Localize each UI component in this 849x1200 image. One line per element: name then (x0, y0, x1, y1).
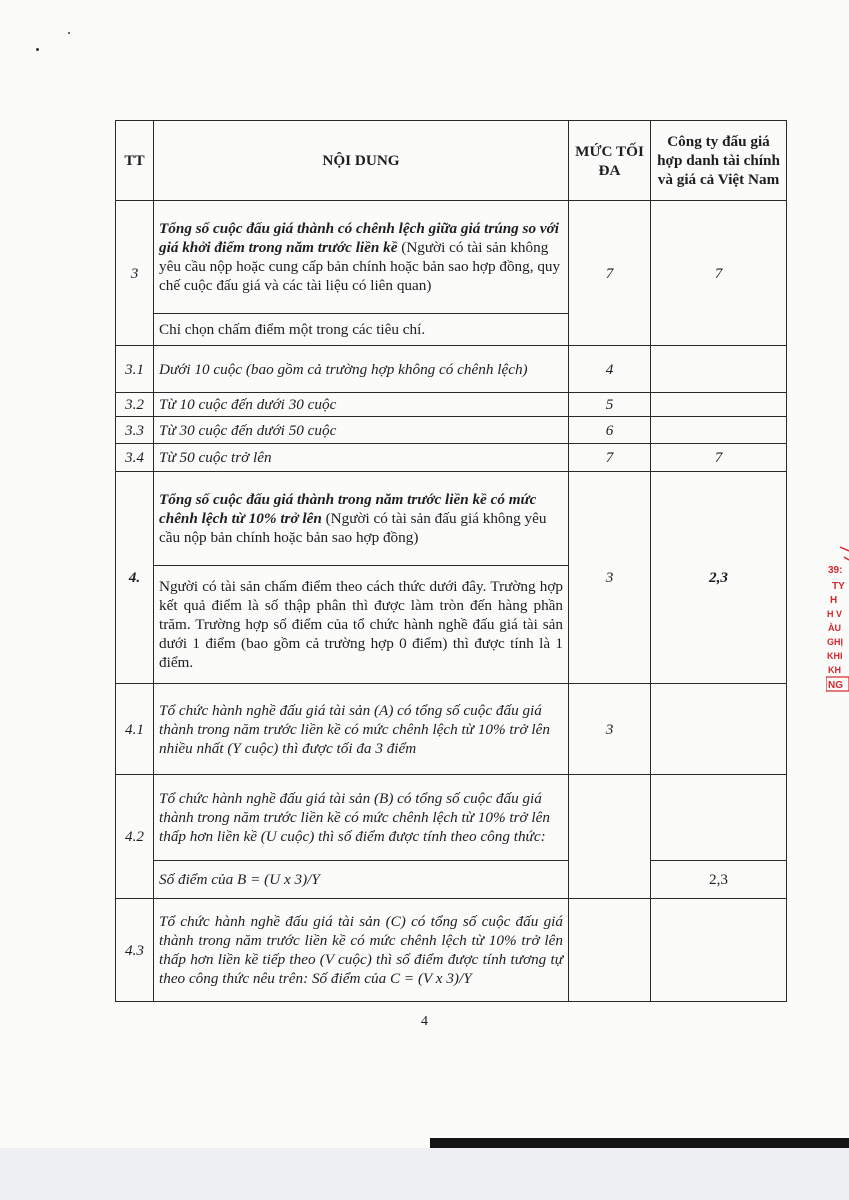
table-row (116, 417, 787, 444)
row-tt: 4.3 (116, 899, 154, 1002)
criterion-4-detail: (Người có tài sản đấu giá không yêu cầu nộp bản chính hoặc bản sao hợp đồng) (159, 510, 547, 546)
max-score: 3 (569, 472, 651, 684)
stamp-line: 39: (828, 565, 843, 576)
stamp-graphic (826, 545, 849, 705)
stamp-line: H (830, 595, 838, 606)
max-score: 7 (569, 201, 651, 346)
formula-b: Số điểm của B = (U x 3)/Y (154, 861, 569, 899)
company-score-empty (651, 775, 787, 861)
table-row (116, 899, 787, 1002)
table-header-row (116, 121, 787, 201)
row-tt: 4. (116, 472, 154, 684)
company-score (651, 684, 787, 775)
table-row (116, 684, 787, 775)
max-score: 4 (569, 346, 651, 393)
header-noi-dung: NỘI DUNG (154, 121, 569, 201)
max-score: 3 (569, 684, 651, 775)
row-tt: 3.3 (116, 417, 154, 444)
criterion-4-title: Tổng số cuộc đấu giá thành trong năm trước liền kề có mức chênh lệch từ 10% trở lên (159, 491, 537, 527)
table-row (116, 861, 787, 899)
company-score: 2,3 (651, 861, 787, 899)
max-score: 6 (569, 417, 651, 444)
criterion-3-description (154, 201, 569, 314)
table-row (116, 444, 787, 472)
row-text: Từ 50 cuộc trở lên (154, 444, 569, 472)
row-tt: 4.1 (116, 684, 154, 775)
stamp-line: TY (832, 581, 845, 592)
table-row (116, 472, 787, 566)
scoring-table (115, 120, 787, 1002)
max-score: 7 (569, 444, 651, 472)
row-text: Tổ chức hành nghề đấu giá tài sản (B) có tổng số cuộc đấu giá thành trong năm trước liền kề có mức chênh lệch từ 10% trở lên thấp hơn liền kề (U cuộc) thì số điểm được tính theo công thức: (154, 775, 569, 861)
page-number: 4 (421, 1014, 428, 1029)
stamp-line: GHỊ (827, 637, 844, 647)
row-tt: 3 (116, 201, 154, 346)
header-company: Công ty đấu giá hợp danh tài chính và giá cả Việt Nam (651, 121, 787, 201)
stamp-line: ÀU (828, 623, 841, 633)
header-tt: TT (116, 121, 154, 201)
stamp-line: NG (828, 680, 843, 691)
red-stamp-fragment (826, 545, 849, 705)
company-score (651, 346, 787, 393)
scan-speck (68, 32, 70, 34)
scan-edge-bar (430, 1138, 849, 1148)
company-score (651, 417, 787, 444)
company-score: 7 (651, 201, 787, 346)
scan-bottom-strip (0, 1148, 849, 1200)
criterion-3-detail: (Người có tài sản không yêu cầu nộp hoặc cung cấp bản chính hoặc bản sao hợp đồng, quy chế cuộc đấu giá và các tài liệu có liên quan) (159, 239, 561, 294)
max-score (569, 899, 651, 1002)
row-text: Tổ chức hành nghề đấu giá tài sản (C) có tổng số cuộc đấu giá thành trong năm trước liền kề có mức chênh lệch từ 10% trở lên thấp hơn liền kề tiếp theo (V cuộc) thì số điểm được tính tương tự theo công thức nêu trên: Số điểm của C = (V x 3)/Y (154, 899, 569, 1002)
company-score: 7 (651, 444, 787, 472)
table-row (116, 346, 787, 393)
criterion-4-description (154, 472, 569, 566)
row-text: Từ 30 cuộc đến dưới 50 cuộc (154, 417, 569, 444)
criterion-4-note: Người có tài sản chấm điểm theo cách thức dưới đây. Trường hợp kết quả điểm là số thập phân thì được làm tròn đến hàng phần trăm. Trường hợp số điểm của tổ chức hành nghề đấu giá tài sản dưới 1 điểm (bao gồm cả trường hợp 0 điểm) thì được tính là 1 điểm. (154, 566, 569, 684)
company-score (651, 899, 787, 1002)
table-row (116, 201, 787, 314)
row-tt: 3.1 (116, 346, 154, 393)
max-score: 5 (569, 393, 651, 417)
row-tt: 3.2 (116, 393, 154, 417)
header-muc-toi-da: MỨC TỐI ĐA (569, 121, 651, 201)
stamp-line: KHI (827, 651, 843, 661)
row-text: Tổ chức hành nghề đấu giá tài sản (A) có tổng số cuộc đấu giá thành trong năm trước liền kề có mức chênh lệch từ 10% trở lên nhiều nhất (Y cuộc) thì được tối đa 3 điểm (154, 684, 569, 775)
table-row (116, 775, 787, 861)
row-text: Dưới 10 cuộc (bao gồm cả trường hợp không có chênh lệch) (154, 346, 569, 393)
criterion-3-note: Chỉ chọn chấm điểm một trong các tiêu chí. (154, 314, 569, 346)
table-row (116, 393, 787, 417)
company-score: 2,3 (651, 472, 787, 684)
stamp-line: KH (828, 665, 841, 675)
row-tt: 4.2 (116, 775, 154, 899)
max-score (569, 775, 651, 899)
criterion-3-title: Tổng số cuộc đấu giá thành có chênh lệch giữa giá trúng so với giá khởi điểm trong năm trước liền kề (159, 220, 559, 256)
stamp-line: H V (827, 609, 843, 619)
row-tt: 3.4 (116, 444, 154, 472)
scan-speck (36, 48, 39, 51)
row-text: Từ 10 cuộc đến dưới 30 cuộc (154, 393, 569, 417)
company-score (651, 393, 787, 417)
